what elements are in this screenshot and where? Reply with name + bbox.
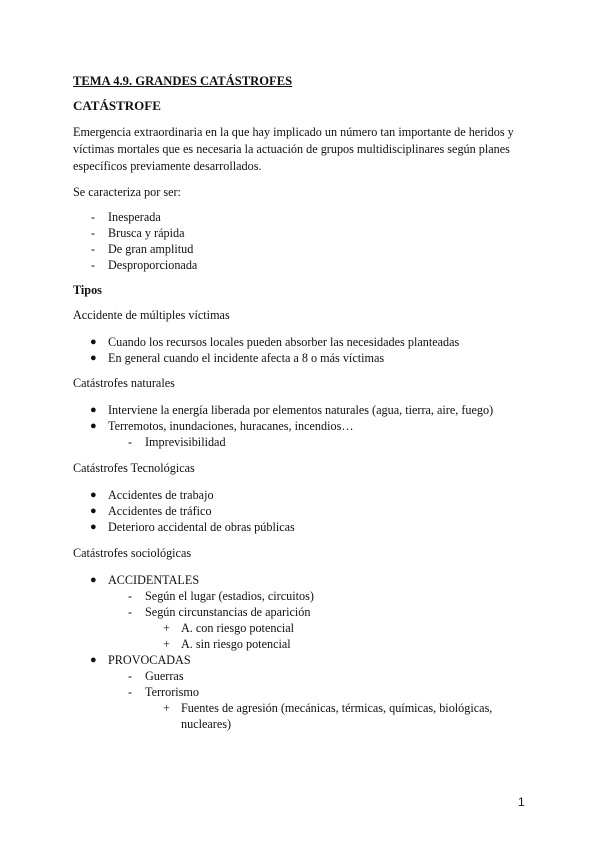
plus-marker: + [163,621,170,635]
dash-marker: - [91,242,96,256]
list-item: Brusca y rápida [108,226,185,240]
list-item: Accidentes de tráfico [108,504,212,518]
dash-marker: - [91,210,96,224]
sub-list-item: Guerras [145,669,184,683]
bullet-icon: ● [90,654,97,666]
list-item: Deterioro accidental de obras públicas [108,520,295,534]
subheading-sociological: Catástrofes sociológicas [73,546,192,560]
dash-marker: - [91,226,96,240]
sub-sub-list-item: A. con riesgo potencial [181,621,295,635]
sub-sub-list-item: A. sin riesgo potencial [181,637,291,651]
dash-marker: - [128,605,133,619]
dash-marker: - [91,258,96,272]
list-item: PROVOCADAS [108,653,191,667]
bullet-icon: ● [90,404,97,416]
sub-list-item: Según circunstancias de aparición [145,605,311,619]
list-item: Desproporcionada [108,258,198,272]
list-item: ACCIDENTALES [108,573,200,587]
sub-sub-list-item: Fuentes de agresión (mecánicas, térmicas, químicas, biológicas, [181,701,493,715]
plus-marker: + [163,637,170,651]
sub-list-item: Imprevisibilidad [145,435,226,449]
dash-marker: - [128,669,133,683]
dash-marker: - [128,589,133,603]
bullet-icon: ● [90,489,97,501]
definition-paragraph: Emergencia extraordinaria en la que hay implicado un número tan importante de heridos y víctimas mortales que es necesaria la actuación de grupos multidisciplinares según planes específicos previamente desarrollados. [73,125,514,173]
subheading-technological: Catástrofes Tecnológicas [73,461,195,475]
plus-marker: + [163,701,170,715]
subheading-multiple-victims: Accidente de múltiples víctimas [73,308,230,322]
characterized-intro: Se caracteriza por ser: [73,185,181,199]
subheading-natural: Catástrofes naturales [73,376,175,390]
bullet-icon: ● [90,352,97,364]
dash-marker: - [128,685,133,699]
bullet-icon: ● [90,574,97,586]
list-item: Terremotos, inundaciones, huracanes, incendios… [108,419,354,433]
bullet-icon: ● [90,336,97,348]
bullet-icon: ● [90,505,97,517]
list-item: Cuando los recursos locales pueden absorber las necesidades planteadas [108,335,460,349]
types-heading: Tipos [73,283,102,297]
list-item: Accidentes de trabajo [108,488,214,502]
sub-list-item: Según el lugar (estadios, circuitos) [145,589,314,603]
bullet-icon: ● [90,420,97,432]
sub-sub-list-item-continuation: nucleares) [181,717,232,731]
page-number: 1 [518,795,525,809]
list-item: Interviene la energía liberada por elementos naturales (agua, tierra, aire, fuego) [108,403,494,417]
dash-marker: - [128,435,133,449]
section-heading: CATÁSTROFE [73,98,161,113]
sub-list-item: Terrorismo [145,685,199,699]
bullet-icon: ● [90,521,97,533]
list-item: En general cuando el incidente afecta a 8 o más víctimas [108,351,385,365]
list-item: De gran amplitud [108,242,194,256]
list-item: Inesperada [108,210,161,224]
document-title: TEMA 4.9. GRANDES CATÁSTROFES [73,74,293,88]
